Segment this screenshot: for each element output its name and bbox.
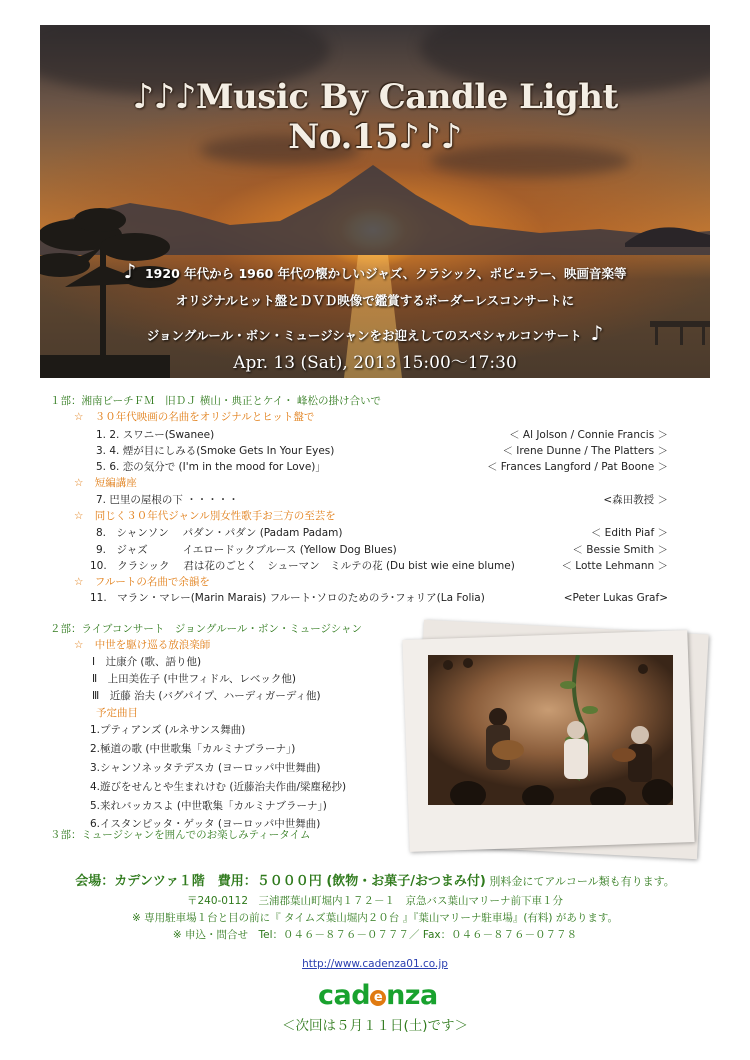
music-note-icon: ♪ — [123, 259, 137, 283]
song-item: 3.シャンソネッタテデスカ (ヨーロッパ中世舞曲) — [90, 762, 321, 774]
program-artist: <Peter Lukas Graf> — [563, 592, 668, 604]
song-item: 4.遊びをせんとや生まれけむ (近藤治夫作曲/梁塵秘抄) — [90, 781, 347, 793]
section-title: 同じく３０年代ジャンル別女性歌手お三方の至芸を — [94, 510, 336, 522]
hero-sunset-photo — [40, 25, 710, 378]
part1-section-4 — [74, 575, 210, 589]
program-artist: ＜ Bessie Smith ＞ — [572, 544, 668, 556]
cadenza-logo — [318, 980, 438, 1011]
program-item: 3. 4. 煙が目にしみる(Smoke Gets In Your Eyes) — [96, 445, 335, 457]
hero-description-line-1 — [40, 259, 710, 283]
part1-section-3 — [74, 509, 336, 523]
song-item: 6.イスタンピッタ・ゲッタ (ヨーロッパ中世舞曲) — [90, 818, 321, 830]
part1-section-2 — [74, 476, 137, 490]
event-date: Apr. 13 (Sat), 2013 15:00～17:30 — [233, 353, 517, 373]
program-item: 10. クラシック 君は花のごとく シューマン ミルテの花 (Du bist wie eine blume) — [90, 560, 515, 572]
event-title: ♪♪♪Music By Candle Light No.15♪♪♪ — [132, 77, 618, 157]
program-item: 5. 6. 恋の気分で (I'm in the mood for Love)」 — [96, 461, 326, 473]
song-item: 5.来れバッカスよ (中世歌集「カルミナブラーナ」) — [90, 800, 327, 812]
section-title: フルートの名曲で余韻を — [94, 576, 210, 588]
alcohol-note: 別料金にてアルコール類も有ります。 — [485, 875, 675, 888]
concert-photo — [428, 655, 673, 805]
hero-line-1-text: 1920 年代から 1960 年代の懐かしいジャズ、クラシック、ポピュラー、映画音楽等 — [144, 266, 627, 281]
venue-info — [0, 870, 750, 889]
program-artist: ＜ Edith Piaf ＞ — [590, 527, 668, 539]
program-item: 11. マラン・マレー(Marin Marais) フルート･ソロのためのラ･フォリア(La Folia) — [90, 592, 485, 604]
part1-section-1 — [74, 410, 314, 424]
program-artist: ＜ Al Jolson / Connie Francis ＞ — [509, 429, 668, 441]
member-item: Ⅱ 上田美佐子 (中世フィドル、レベック他) — [92, 673, 297, 685]
program-item: 8. シャンソン パダン・パダン (Padam Padam) — [96, 527, 343, 539]
program-artist: ＜ Irene Dunne / The Platters ＞ — [502, 445, 668, 457]
logo-text: cad — [318, 980, 371, 1011]
part2-section-1 — [74, 638, 210, 652]
member-item: Ⅲ 近藤 治夫 (バグパイプ、ハーディガーディ他) — [92, 690, 321, 702]
star-icon: ☆ — [74, 510, 84, 522]
section-title: ３０年代映画の名曲をオリジナルとヒット盤で — [94, 411, 315, 423]
part1-heading: １部：湘南ビーチＦＭ 旧ＤＪ 横山・典正とケイ・ 峰松の掛け合いで — [50, 395, 382, 407]
hero-line-3-text: ジョングルール・ボン・ミュージシャンをお迎えしてのスペシャルコンサート — [146, 328, 582, 343]
part3-heading: ３部：ミュージシャンを囲んでのお楽しみティータイム — [50, 829, 311, 841]
member-item: Ⅰ 辻康介 (歌、語り他) — [92, 656, 202, 668]
star-icon: ☆ — [74, 411, 84, 423]
logo-e-mark: e — [370, 990, 386, 1006]
concert-photo-stack — [398, 615, 710, 855]
address: 〒240-0112 三浦郡葉山町堀内１７２－１ 京急バス葉山マリーナ前下車１分 — [186, 895, 564, 907]
website-link-row — [0, 958, 750, 970]
venue-fee: 会場：カデンツァ１階 費用：５０００円 (飲物・お菓子/おつまみ付) — [75, 874, 486, 889]
next-event: ＜次回は５月１１日(土)です＞ — [281, 1018, 469, 1034]
program-artist: <森田教授 ＞ — [603, 494, 668, 506]
music-note-icon: ♪ — [590, 321, 604, 345]
part2-heading: ２部：ライブコンサート ジョングルール・ボン・ミュージシャン — [50, 623, 363, 635]
song-item: 2.極道の歌 (中世歌集「カルミナブラーナ」) — [90, 743, 296, 755]
program-artist: ＜ Lotte Lehmann ＞ — [561, 560, 668, 572]
contact-info: ※ 申込・問合せ Tel：０４６－８７６－０７７７／ Fax：０４６－８７６－０７７８ — [172, 929, 578, 941]
section-title: 中世を駆け巡る放浪楽師 — [94, 639, 211, 651]
program-item: 1. 2. スワニー(Swanee) — [96, 429, 215, 441]
hero-description-line-2: オリジナルヒット盤とＤＶＤ映像で鑑賞するボーダーレスコンサートに — [175, 293, 575, 308]
program-item: 9. ジャズ イエロードックブルース (Yellow Dog Blues) — [96, 544, 397, 556]
star-icon: ☆ — [74, 477, 84, 489]
website-link[interactable]: http://www.cadenza01.co.jp — [302, 958, 448, 970]
part2-section-2: 予定曲目 — [96, 707, 138, 719]
star-icon: ☆ — [74, 639, 84, 651]
section-title: 短編講座 — [94, 477, 137, 489]
logo-text: nza — [386, 980, 438, 1011]
musicians-silhouette — [428, 655, 673, 805]
star-icon: ☆ — [74, 576, 84, 588]
song-item: 1.プティアンズ (ルネサンス舞曲) — [90, 724, 246, 736]
program-artist: ＜ Frances Langford / Pat Boone ＞ — [486, 461, 668, 473]
hero-description-line-3 — [40, 321, 710, 345]
parking-info: ※ 専用駐車場１台と目の前に『 タイムズ葉山堀内２０台 』『葉山マリーナ駐車場』(有料) があります。 — [131, 912, 619, 924]
program-item: 7. 巴里の屋根の下 ・・・・・ — [96, 494, 239, 506]
